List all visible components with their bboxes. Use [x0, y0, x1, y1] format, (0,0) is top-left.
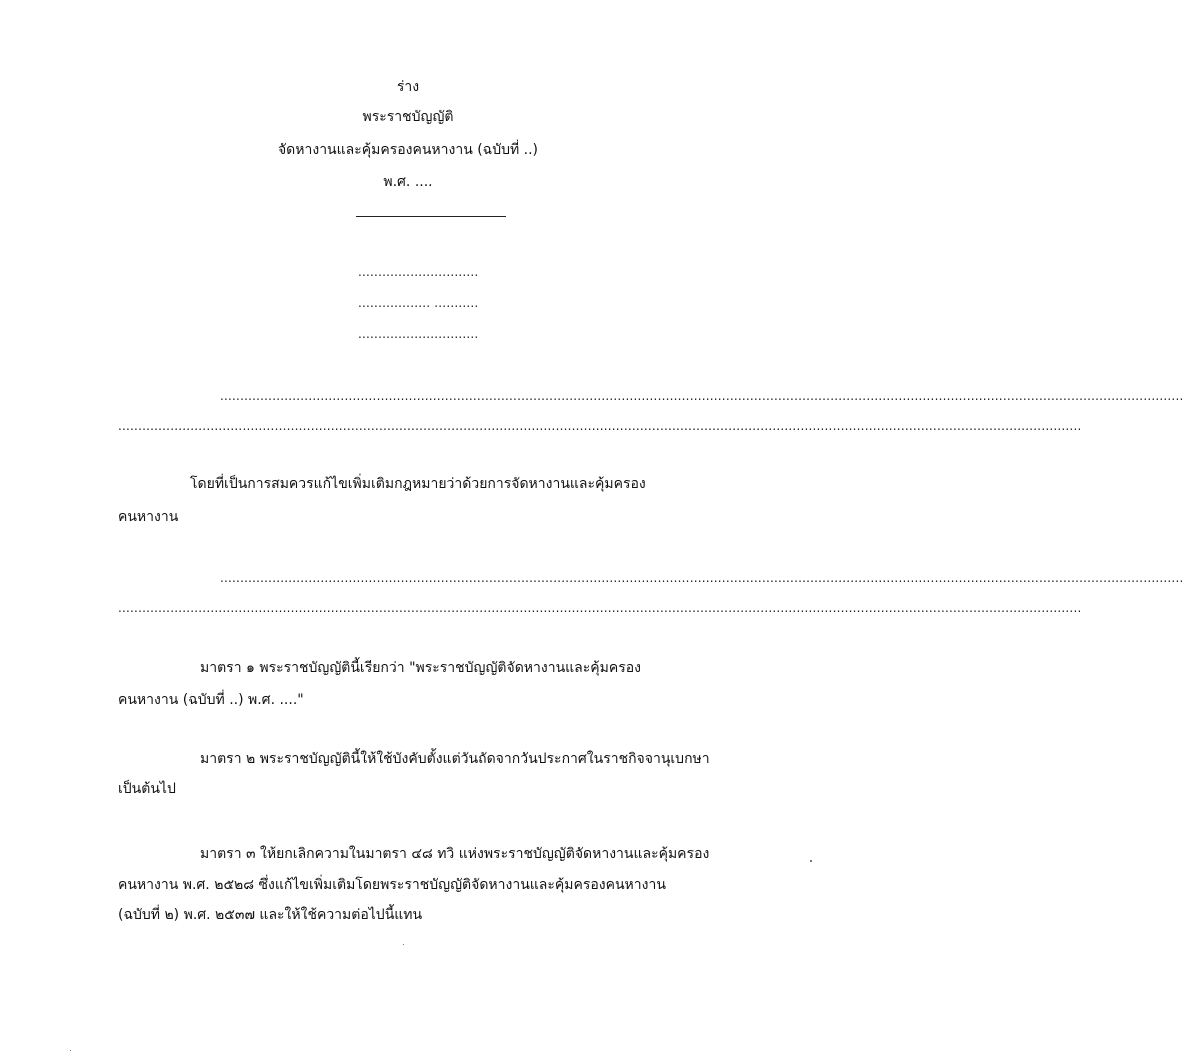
- scan-speck: [810, 860, 812, 862]
- preamble-line-1: โดยที่เป็นการสมควรแก้ไขเพิ่มเติมกฎหมายว่าด้วยการจัดหางานและคุ้มครอง: [190, 476, 646, 492]
- title-divider: [356, 216, 506, 217]
- section-1-line-1: มาตรา ๑ พระราชบัญญัตินี้เรียกว่า "พระราชบัญญัติจัดหางานและคุ้มครอง: [200, 660, 641, 676]
- placeholder-center-3: ..............................: [358, 327, 479, 341]
- preamble-line-2: คนหางาน: [118, 509, 179, 525]
- draft-label: ร่าง: [396, 79, 420, 95]
- placeholder-center-2: .................. ...........: [358, 296, 479, 310]
- scan-speck: [70, 1050, 71, 1051]
- placeholder-center-1: ..............................: [358, 265, 479, 279]
- scan-speck: [403, 944, 404, 945]
- act-title: จัดหางานและคุ้มครองคนหางาน (ฉบับที่ ..): [277, 142, 539, 158]
- placeholder-line-4: ................................................................................................................................................................................................................................................: [118, 601, 1082, 615]
- placeholder-line-1: ................................................................................................................................................................................................................................................: [220, 389, 1183, 403]
- section-1-line-2: คนหางาน (ฉบับที่ ..) พ.ศ. ....": [118, 692, 304, 708]
- section-2-line-2: เป็นต้นไป: [118, 781, 176, 797]
- section-2-line-1: มาตรา ๒ พระราชบัญญัตินี้ให้ใช้บังคับตั้งแต่วันถัดจากวันประกาศในราชกิจจานุเบกษา: [200, 751, 710, 767]
- section-3-line-3: (ฉบับที่ ๒) พ.ศ. ๒๕๓๗ และให้ใช้ความต่อไปนี้แทน: [118, 907, 423, 923]
- act-type-heading: พระราชบัญญัติ: [362, 109, 454, 125]
- section-3-line-2: คนหางาน พ.ศ. ๒๕๒๘ ซึ่งแก้ไขเพิ่มเติมโดยพระราชบัญญัติจัดหางานและคุ้มครองคนหางาน: [118, 877, 666, 893]
- section-3-line-1: มาตรา ๓ ให้ยกเลิกความในมาตรา ๔๘ ทวิ แห่งพระราชบัญญัติจัดหางานและคุ้มครอง: [200, 846, 710, 862]
- placeholder-line-2: ................................................................................................................................................................................................................................................: [118, 419, 1082, 433]
- year-line: พ.ศ. ....: [383, 174, 433, 190]
- placeholder-line-3: ................................................................................................................................................................................................................................................: [220, 571, 1183, 585]
